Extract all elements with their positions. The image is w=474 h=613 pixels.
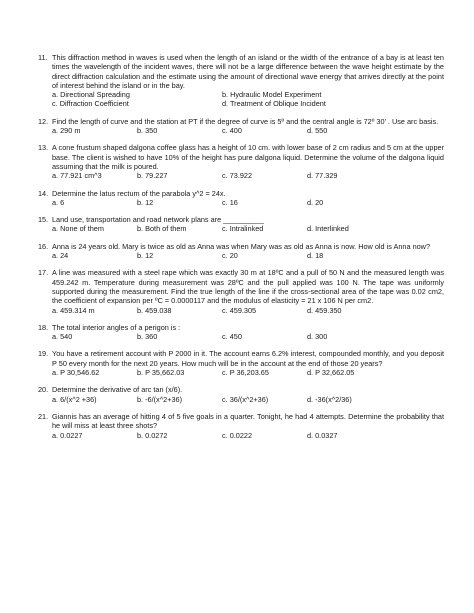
answer-option: b. 0.0272 (137, 430, 168, 440)
answer-option: a. 290 m (52, 126, 81, 136)
answer-option: a. 0.0227 (52, 430, 83, 440)
question-number: 18. (38, 322, 49, 332)
question-item (38, 268, 444, 314)
question-item (38, 117, 444, 136)
question-number: 16. (38, 241, 49, 251)
question-item (38, 349, 444, 377)
question-number: 21. (38, 411, 49, 421)
answer-option: b. 459.038 (137, 305, 172, 315)
question-text: A cone frustum shaped dalgona coffee glass has a height of 10 cm. with lower base of 2 cm radius and 5 cm at the upper base. The client is wished to have 10% of the height has pure dalgona liquid. Determine the volume of the dalgona liquid assuming that the milk is poured. (52, 143, 444, 171)
question-text: Land use, transportation and road network plans are __________ (52, 215, 264, 225)
answer-option: d. Interlinked (307, 224, 349, 234)
question-text: A line was measured with a steel rape which was exactly 30 m at 18ºC and a pull of 50 N and the measured length was 459.242 m. Temperature during measurement was 28ºC and the pull applied was 100 N. The tape was uniformly supported during the measurement. Find the true length of the line if the cross-sectional area of the tape was 0.02 cm2, the coefficient of expansion per ºC = 0.0000117 and the modulus of elasticity = 21 x 106 N per cm2. (52, 268, 444, 306)
question-item (38, 323, 444, 342)
answer-option: a. Directional Spreading (52, 90, 130, 100)
answer-option: c. 36/(x^2+36) (222, 394, 269, 404)
answer-options (52, 332, 444, 341)
answer-options (52, 368, 444, 377)
answer-option: d. P 32,662.05 (307, 368, 355, 378)
question-number: 13. (38, 143, 49, 153)
answer-option: a. 459.314 m (52, 305, 95, 315)
answer-option: b. 12 (137, 197, 154, 207)
answer-option: a. P 30,546.62 (52, 368, 100, 378)
question-item (38, 385, 444, 404)
question-number: 15. (38, 215, 49, 225)
question-item (38, 53, 444, 109)
question-text: Determine the latus rectum of the parabola y^2 = 24x. (52, 188, 226, 198)
answer-option: d. Treatment of Oblique Incident (222, 99, 326, 109)
answer-option: c. 0.0222 (222, 430, 253, 440)
question-text: Giannis has an average of hitting 4 of 5 five goals in a quarter. Tonight, he had 4 attempts. Determine the probability that he will miss at least three shots? (52, 411, 444, 431)
answer-option: d. 18 (307, 251, 324, 261)
answer-options (52, 198, 444, 207)
question-number: 19. (38, 349, 49, 359)
answer-option: a. 77.921 cm^3 (52, 171, 102, 181)
answer-options (52, 306, 444, 315)
answer-option: b. 12 (137, 251, 154, 261)
answer-options (52, 431, 444, 440)
answer-options (52, 395, 444, 404)
answer-option: b. -6/(x^2+36) (137, 394, 182, 404)
answer-options (52, 251, 444, 260)
answer-option: d. 0.0327 (307, 430, 338, 440)
question-item (38, 215, 444, 234)
answer-option: c. 73.922 (222, 171, 253, 181)
question-number: 14. (38, 188, 49, 198)
answer-option: d. 20 (307, 197, 324, 207)
question-text: This diffraction method in waves is used when the length of an island or the width of the entrance of a bay is at least ten times the wavelength of the incident waves, there will not be a large difference between the wave height estimate by the direct diffraction calculation and the estimate using the amount of directional wave energy that arrives directly at the point of interest behind the island or in the bay. (52, 53, 444, 90)
answer-option: b. P 35,662.03 (137, 368, 185, 378)
question-item (38, 412, 444, 440)
answer-options (52, 171, 444, 180)
answer-option: c. 450 (222, 332, 242, 342)
answer-option: d. 459.350 (307, 305, 342, 315)
answer-option: c. Intralinked (222, 224, 264, 234)
answer-option: c. P 36,203.65 (222, 368, 269, 378)
answer-option: a. None of them (52, 224, 104, 234)
question-text: Anna is 24 years old. Mary is twice as old as Anna was when Mary was as old as Anna is now. How old is Anna now? (52, 241, 431, 251)
answer-option: d. 550 (307, 126, 328, 136)
question-text: You have a retirement account with P 2000 in it. The account earns 6.2% interest, compounded monthly, and you deposit P 50 every month for the next 20 years. How much will be in the account at the end of those 20 years? (52, 349, 444, 368)
answer-option: c. 20 (222, 251, 238, 261)
question-text: The total interior angles of a perigon is : (52, 322, 181, 332)
answer-options (52, 90, 444, 109)
question-text: Determine the derivative of arc tan (x/6). (52, 385, 183, 395)
answer-option: d. 300 (307, 332, 328, 342)
answer-option: c. 400 (222, 126, 242, 136)
answer-option: d. -36(x^2/36) (307, 394, 352, 404)
answer-options (52, 126, 444, 135)
question-number: 11. (38, 53, 48, 62)
question-number: 17. (38, 268, 49, 278)
answer-option: a. 540 (52, 332, 73, 342)
question-number: 20. (38, 385, 49, 395)
answer-options (52, 224, 444, 233)
answer-option: d. 77.329 (307, 171, 338, 181)
answer-option: c. 16 (222, 197, 238, 207)
question-item (38, 242, 444, 261)
answer-option: a. 24 (52, 251, 69, 261)
answer-option: b. 360 (137, 332, 158, 342)
answer-option: b. 79.227 (137, 171, 168, 181)
question-item (38, 143, 444, 180)
question-text: Find the length of curve and the station at PT if the degree of curve is 5º and the central angle is 72º 30’ . Use arc basis. (52, 116, 439, 126)
answer-option: b. Hydraulic Model Experiment (222, 90, 322, 100)
answer-option: b. 350 (137, 126, 158, 136)
answer-option: a. 6 (52, 197, 65, 207)
question-number: 12. (38, 116, 49, 126)
answer-option: a. 6/(x^2 +36) (52, 394, 97, 404)
question-item (38, 189, 444, 208)
answer-option: c. 459.305 (222, 305, 257, 315)
answer-option: c. Diffraction Coefficient (52, 99, 129, 109)
document-page (38, 53, 444, 448)
answer-option: b. Both of them (137, 224, 187, 234)
